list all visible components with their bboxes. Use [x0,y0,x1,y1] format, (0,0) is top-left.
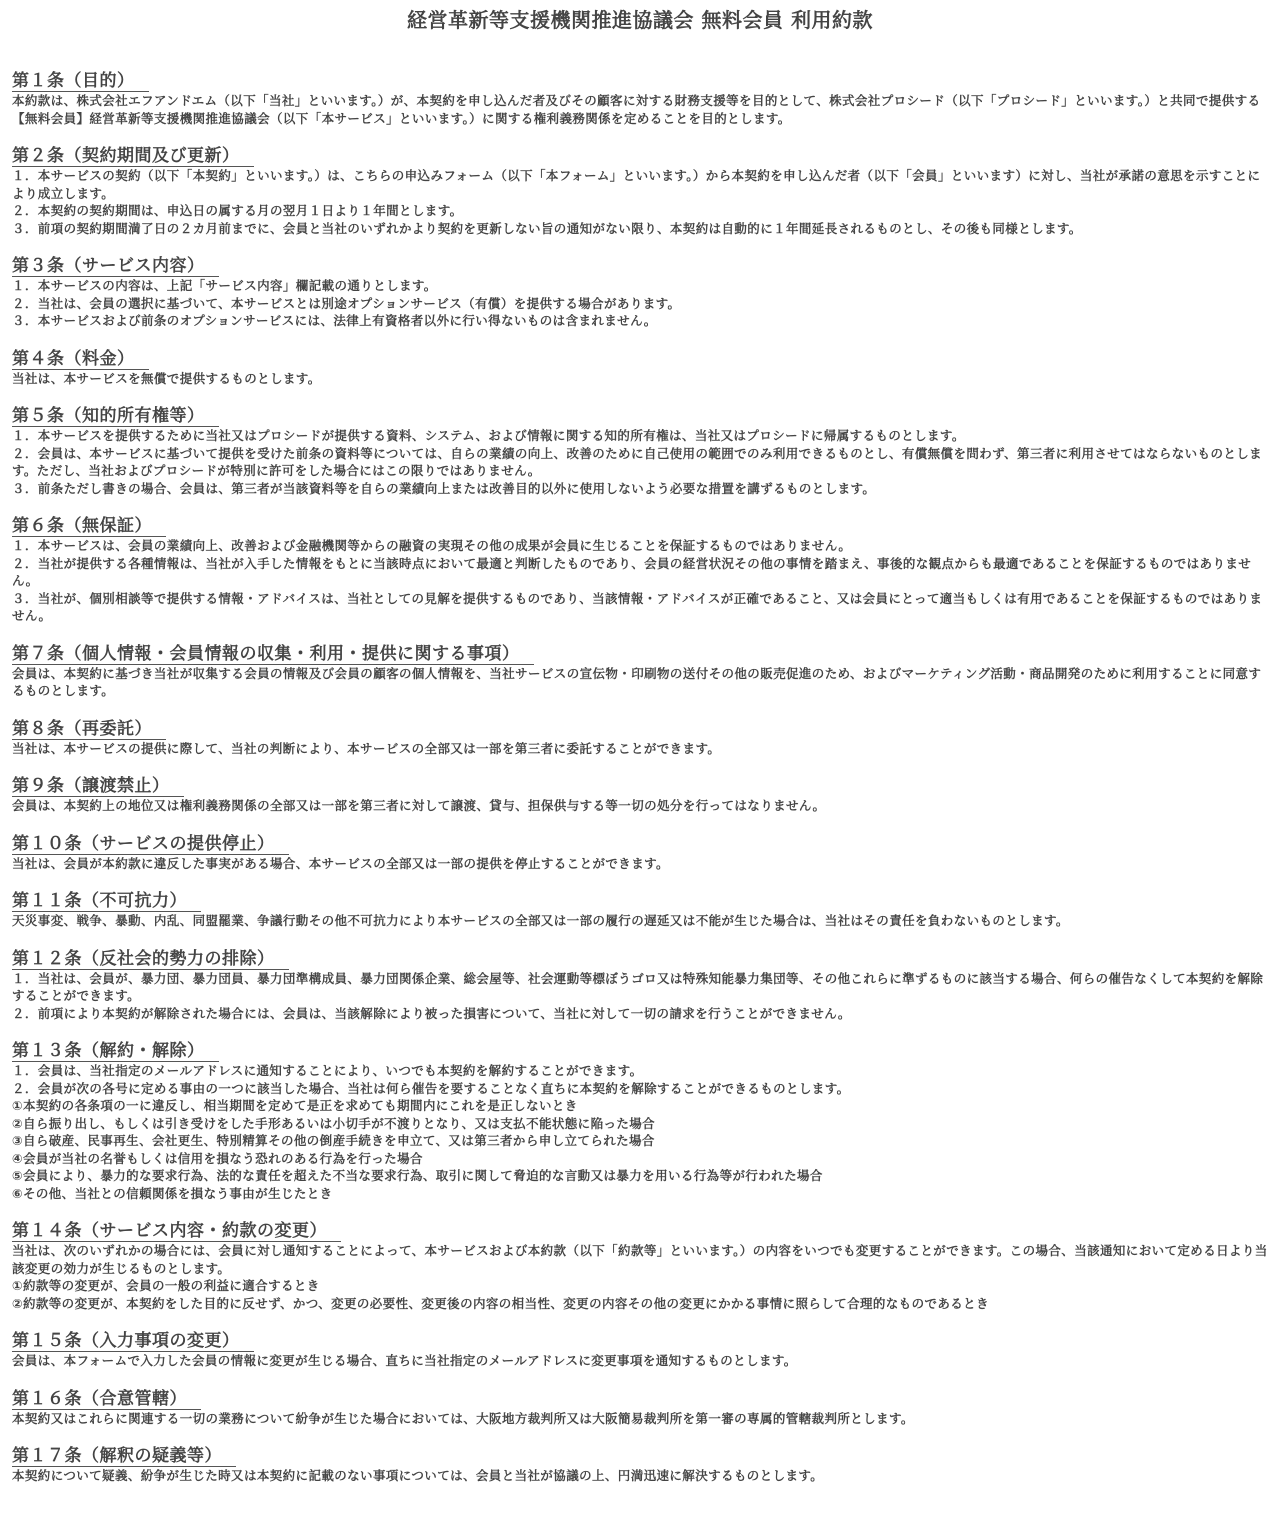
article-paragraph: 本約款は、株式会社エフアンドエム（以下「当社」といいます。）が、本契約を申し込んだ者及びその顧客に対する財務支援等を目的として、株式会社プロシード（以下「プロシード」といいます。）と共同で提供する【無料会員】経営革新等支援機関推進協議会（以下「本サービス」といいます。）に関する権利義務関係を定めることを目的とします。 [12,93,1261,126]
article-paragraph: １．本サービスの内容は、上記「サービス内容」欄記載の通りとします。 [12,278,437,293]
article-paragraph: １．本サービスを提供するために当社又はプロシードが提供する資料、システム、および情報に関する知的所有権は、当社又はプロシードに帰属するものとします。 [12,428,965,443]
article-paragraph: 当社は、本サービスの提供に際して、当社の判断により、本サービスの全部又は一部を第三者に委託することができます。 [12,740,721,756]
article-paragraph: 会員は、本契約上の地位又は権利義務関係の全部又は一部を第三者に対して譲渡、貸与、担保供与する等一切の処分を行ってはなりません。 [12,798,826,813]
article-paragraph: １．当社は、会員が、暴力団、暴力団員、暴力団準構成員、暴力団関係企業、総会屋等、社会運動等標ぼうゴロ又は特殊知能暴力集団等、その他これらに準ずるものに該当する場合、何らの催告なくして本契約を解除することができます。 [12,970,1264,1003]
article-paragraph: １．会員は、当社指定のメールアドレスに通知することにより、いつでも本契約を解約することができます。 [12,1063,643,1078]
article-paragraph: ３．前項の契約期間満了日の２カ月前までに、会員と当社のいずれかより契約を更新しない旨の通知がない限り、本契約は自動的に１年間延長されるものとし、その後も同様とします。 [12,220,1082,236]
article-paragraph: ２．前項により本契約が解除された場合には、会員は、当該解除により被った損害について、当社に対して一切の請求を行うことができません。 [12,1005,851,1021]
article-paragraph: ２．本契約の契約期間は、申込日の属する月の翌月１日より１年間とします。 [12,203,463,218]
article-5 [12,406,1268,497]
article-paragraph: ３．前条ただし書きの場合、会員は、第三者が当該資料等を自らの業績向上または改善目的以外に使用しないよう必要な措置を講ずるものとします。 [12,480,876,496]
article-paragraph: ２．当社が提供する各種情報は、当社が入手した情報をもとに当該時点において最適と判断したものであり、会員の経営状況その他の事情を踏まえ、事後的な観点からも最適であることを保証するものではありません。 [12,555,1252,588]
article-8 [12,719,1268,758]
article-paragraph: 当社は、次のいずれかの場合には、会員に対し通知することによって、本サービスおよび本約款（以下「約款等」といいます。）の内容をいつでも変更することができます。この場合、当該通知において定める日より当該変更の効力が生じるものとします。 [12,1243,1268,1276]
article-heading: 第１２条（反社会的勢力の排除） [12,950,289,970]
article-paragraph: ⑥その他、当社との信頼関係を損なう事由が生じたとき [12,1185,333,1201]
article-paragraph: 本契約について疑義、紛争が生じた時又は本契約に記載のない事項については、会員と当社が協議の上、円満迅速に解決するものとします。 [12,1468,824,1483]
article-body [12,1242,1268,1312]
article-paragraph: 天災事変、戦争、暴動、内乱、同盟罷業、争議行動その他不可抗力により本サービスの全部又は一部の履行の遅延又は不能が生じた場合は、当社はその責任を負わないものとします。 [12,913,1069,928]
article-14 [12,1221,1268,1312]
document-title: 経営革新等支援機関推進協議会 無料会員 利用約款 [407,8,873,32]
article-body [12,277,1268,330]
article-heading: 第１１条（不可抗力） [12,892,201,912]
article-heading: 第１条（目的） [12,72,149,92]
article-heading: 第３条（サービス内容） [12,257,219,277]
article-paragraph: ２．会員は、本サービスに基づいて提供を受けた前条の資料等については、自らの業績の向上、改善のために自己使用の範囲でのみ利用できるものとし、有償無償を問わず、第三者に利用させてはならないものとします。ただし、当社およびプロシードが特別に許可をした場合にはこの限りではありません。 [12,445,1263,478]
article-heading: 第１４条（サービス内容・約款の変更） [12,1222,341,1242]
article-2 [12,146,1268,237]
article-body [12,1410,1268,1428]
article-body [12,740,1268,758]
article-heading: 第７条（個人情報・会員情報の収集・利用・提供に関する事項） [12,645,534,665]
article-paragraph: ①約款等の変更が、会員の一般の利益に適合するとき [12,1278,320,1293]
article-paragraph: ２．会員が次の各号に定める事由の一つに該当した場合、当社は何ら催告を要することなく直ちに本契約を解除することができるものとします。 [12,1080,850,1096]
article-heading: 第１５条（入力事項の変更） [12,1332,254,1352]
article-paragraph: 本契約又はこれらに関連する一切の業務について紛争が生じた場合においては、大阪地方裁判所又は大阪簡易裁判所を第一審の専属的管轄裁判所とします。 [12,1410,914,1426]
article-body [12,855,1268,873]
article-body [12,797,1268,815]
article-heading: 第４条（料金） [12,350,149,370]
article-heading: 第１６条（合意管轄） [12,1390,201,1410]
article-heading: 第９条（譲渡禁止） [12,777,184,797]
article-body [12,970,1268,1023]
article-body [12,1062,1268,1202]
article-paragraph: ２．当社は、会員の選択に基づいて、本サービスとは別途オプションサービス（有償）を提供する場合があります。 [12,295,681,311]
article-heading: 第６条（無保証） [12,517,166,537]
article-paragraph: 会員は、本フォームで入力した会員の情報に変更が生じる場合、直ちに当社指定のメールアドレスに変更事項を通知するものとします。 [12,1353,797,1368]
article-body [12,912,1268,930]
article-heading: 第５条（知的所有権等） [12,407,219,427]
article-body [12,427,1268,497]
article-paragraph: ⑤会員により、暴力的な要求行為、法的な責任を超えた不当な要求行為、取引に関して脅迫的な言動又は暴力を用いる行為等が行われた場合 [12,1168,823,1183]
article-heading: 第１３条（解約・解除） [12,1042,219,1062]
article-paragraph: １．本サービスの契約（以下「本契約」といいます。）は、こちらの申込みフォーム（以下「本フォーム」といいます。）から本契約を申し込んだ者（以下「会員」といいます）に対し、当社が承諾の意思を示すことにより成立します。 [12,168,1261,201]
article-heading: 第１０条（サービスの提供停止） [12,835,289,855]
article-paragraph: ②約款等の変更が、本契約をした目的に反せず、かつ、変更の必要性、変更後の内容の相当性、変更の内容その他の変更にかかる事情に照らして合理的なものであるとき [12,1295,989,1311]
article-6 [12,516,1268,625]
article-1 [12,71,1268,127]
article-body [12,167,1268,237]
articles-container [12,71,1268,1485]
article-10 [12,834,1268,873]
article-paragraph: ３．本サービスおよび前条のオプションサービスには、法律上有資格者以外に行い得ないものは含まれません。 [12,313,657,328]
article-13 [12,1041,1268,1202]
article-body [12,1467,1268,1485]
article-heading: 第２条（契約期間及び更新） [12,147,254,167]
article-body [12,537,1268,625]
article-paragraph: ②自ら振り出し、もしくは引き受けをした手形あるいは小切手が不渡りとなり、又は支払不能状態に陥った場合 [12,1115,656,1131]
article-paragraph: ③自ら破産、民事再生、会社更生、特別精算その他の倒産手続きを申立て、又は第三者から申し立てられた場合 [12,1133,655,1148]
article-body [12,370,1268,388]
article-paragraph: １．本サービスは、会員の業績向上、改善および金融機関等からの融資の実現その他の成果が会員に生じることを保証するものではありません。 [12,538,852,553]
article-3 [12,256,1268,330]
article-paragraph: ３．当社が、個別相談等で提供する情報・アドバイスは、当社としての見解を提供するものであり、当該情報・アドバイスが正確であること、又は会員にとって適当もしくは有用であることを保証するものではありません。 [12,590,1263,623]
article-body [12,665,1268,700]
article-9 [12,776,1268,815]
article-12 [12,949,1268,1023]
article-paragraph: ④会員が当社の名誉もしくは信用を損なう恐れのある行為を行った場合 [12,1150,423,1166]
article-7 [12,644,1268,700]
article-body [12,1352,1268,1370]
article-17 [12,1446,1268,1485]
article-body [12,92,1268,127]
article-4 [12,349,1268,388]
article-paragraph: 当社は、本サービスを無償で提供するものとします。 [12,370,321,386]
article-paragraph: 会員は、本契約に基づき当社が収集する会員の情報及び会員の顧客の個人情報を、当社サービスの宣伝物・印刷物の送付その他の販売促進のため、およびマーケティング活動・商品開発のために利用することに同意するものとします。 [12,665,1262,698]
article-paragraph: 当社は、会員が本約款に違反した事実がある場合、本サービスの全部又は一部の提供を停止することができます。 [12,855,669,871]
article-15 [12,1331,1268,1370]
article-paragraph: ①本契約の各条項の一に違反し、相当期間を定めて是正を求めても期間内にこれを是正しないとき [12,1098,578,1113]
article-heading: 第８条（再委託） [12,720,166,740]
article-16 [12,1389,1268,1428]
article-heading: 第１７条（解釈の疑義等） [12,1447,236,1467]
article-11 [12,891,1268,930]
